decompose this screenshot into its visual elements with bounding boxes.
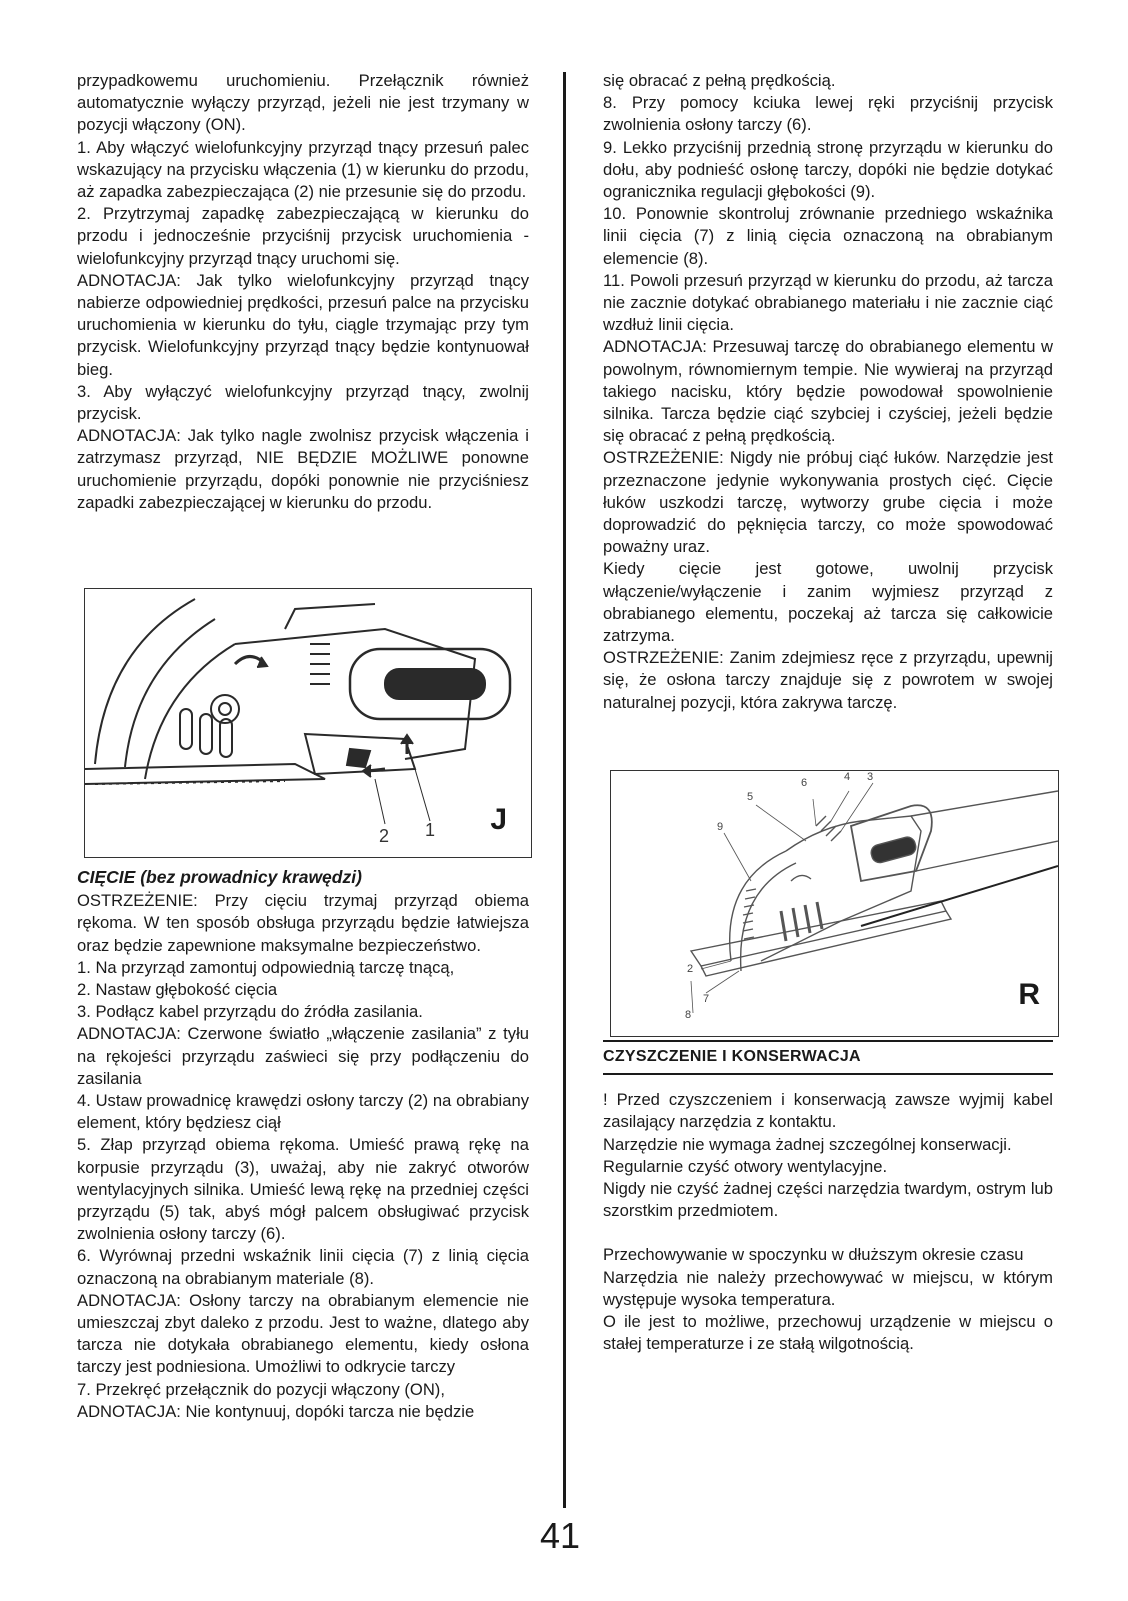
paragraph: 3. Podłącz kabel przyrządu do źródła zasilania. [77,1002,423,1022]
callout-8: 8 [685,1009,692,1021]
section-title-cleaning: CZYSZCZENIE I KONSERWACJA [603,1040,1053,1075]
callout-2: 2 [687,963,694,975]
callout-2: 2 [379,826,390,846]
figure-j-saw-switch [84,588,532,858]
paragraph: 2. Nastaw głębokość cięcia [77,980,278,1000]
saw-cutting-illustration [611,771,1058,1036]
paragraph: ADNOTACJA: Osłony tarczy na obrabianym elemencie nie umieszczaj zbyt daleko z przodu. Jest to ważne, dlatego aby tarcza nie dotykała obrabianego elementu, kiedy osłona tarczy jest podniesiona. Umożliwi to odkrycie tarczy [77,1290,529,1377]
paragraph: OSTRZEŻENIE: Zanim zdejmiesz ręce z przyrządu, upewnij się, że osłona tarczy znajduje się z powrotem w swojej naturalnej pozycji, która zakrywa tarczę. [603,648,1053,712]
right-column-lower [603,1040,1053,1355]
paragraph: 6. Wyrównaj przedni wskaźnik linii cięcia (7) z linią cięcia oznaczoną na obrabianym materiale (8). [77,1246,529,1288]
paragraph: 9. Lekko przyciśnij przednią stronę przyrządu w kierunku do dołu, aby podnieść osłonę tarczy, dopóki nie będzie dotykać ogranicznika regulacji głębokości (9). [603,137,1053,202]
callout-4: 4 [844,771,851,783]
saw-switch-illustration [85,589,531,857]
callout-9: 9 [717,821,724,833]
paragraph: Narzędzie nie wymaga żadnej szczególnej konserwacji. [603,1134,1012,1154]
left-column [77,70,529,514]
paragraph: OSTRZEŻENIE: Przy cięciu trzymaj przyrząd obiema rękoma. W ten sposób obsługa przyrządu będzie łatwiejsza oraz będzie zapewnione maksymalne bezpieczeństwo. [77,891,529,955]
section-title-cutting: CIĘCIE (bez prowadnicy krawędzi) [77,867,362,887]
paragraph: ADNOTACJA: Jak tylko nagle zwolnisz przycisk włączenia i zatrzymasz przyrząd, NIE BĘDZIE MOŻLIWE ponowne uruchomienie przyrządu, dopóki ponownie nie przyciśniesz zapadki zabezpieczającej w kierunku do przodu. [77,426,529,512]
paragraph: Kiedy cięcie jest gotowe, uwolnij przycisk włączenie/wyłączenie i zanim wyjmiesz przyrząd z obrabianego elementu, poczekaj aż tarcza się całkowicie zatrzyma. [603,559,1053,646]
paragraph: OSTRZEŻENIE: Nigdy nie próbuj ciąć łuków. Narzędzie jest przeznaczone jedynie wykonywania prostych cięć. Cięcie łuków uszkodzi tarczę, wytworzy grube cięcia i może doprowadzić do pęknięcia tarczy, co może spowodować poważny uraz. [603,448,1053,557]
paragraph: przypadkowemu uruchomieniu. Przełącznik również automatycznie wyłączy przyrząd, jeżeli nie jest trzymany w pozycji włączony (ON). [77,71,529,135]
paragraph: 10. Ponownie skontroluj zrównanie przedniego wskaźnika linii cięcia (7) z linią cięcia oznaczoną na obrabianym elemencie (8). [603,204,1053,268]
paragraph: 1. Aby włączyć wielofunkcyjny przyrząd tnący przesuń palec wskazujący na przycisku włączenia (1) w kierunku do przodu, aż zapadka zabezpieczająca (2) nie przesunie się do przodu. [77,137,529,202]
figure-label-r: R [1018,978,1040,1011]
paragraph: ADNOTACJA: Czerwone światło „włączenie zasilania” z tyłu na rękojeści przyrządu zaświeci się przy podłączeniu do zasilania [77,1024,529,1088]
callout-1: 1 [425,820,436,840]
paragraph: Regularnie czyść otwory wentylacyjne. [603,1156,888,1176]
page-number: 41 [540,1515,581,1556]
paragraph: 7. Przekręć przełącznik do pozycji włączony (ON), [77,1379,445,1399]
callout-3: 3 [867,771,874,783]
figure-label-j: J [490,803,507,836]
callout-5: 5 [747,791,754,803]
paragraph: ADNOTACJA: Nie kontynuuj, dopóki tarcza nie będzie [77,1401,475,1421]
paragraph: 4. Ustaw prowadnicę krawędzi osłony tarczy (2) na obrabiany element, który będziesz ciął [77,1091,529,1133]
right-column [603,70,1053,714]
paragraph: ADNOTACJA: Przesuwaj tarczę do obrabianego elementu w powolnym, równomiernym tempie. Nie wywieraj na przyrząd takiego nacisku, który będzie powodował spowolnienie silnika. Tarcza będzie ciąć szybciej i czyściej, jeżeli będzie się obracać z pełną prędkością. [603,337,1053,446]
paragraph: Nigdy nie czyść żadnej części narzędzia twardym, ostrym lub szorstkim przedmiotem. [603,1179,1053,1221]
paragraph: 1. Na przyrząd zamontuj odpowiednią tarczę tnącą, [77,957,455,977]
left-column-lower [77,866,529,1423]
paragraph: ADNOTACJA: Jak tylko wielofunkcyjny przyrząd tnący nabierze odpowiedniej prędkości, przesuń palce na przycisku uruchomienia w kierunku do tyłu, ciągle trzymając przy tym przycisk. Wielofunkcyjny przyrząd tnący będzie kontynuował bieg. [77,270,529,379]
paragraph: Przechowywanie w spoczynku w dłuższym okresie czasu [603,1245,1024,1265]
paragraph: ! Przed czyszczeniem i konserwacją zawsze wyjmij kabel zasilający narzędzia z kontaktu. [603,1090,1053,1132]
paragraph: 11. Powoli przesuń przyrząd w kierunku do przodu, aż tarcza nie zacznie dotykać obrabianego materiału i nie zacznie ciąć wzdłuż linii cięcia. [603,270,1053,335]
figure-r-saw-cutting [610,770,1059,1037]
paragraph: 3. Aby wyłączyć wielofunkcyjny przyrząd tnący, zwolnij przycisk. [77,381,529,424]
paragraph: 2. Przytrzymaj zapadkę zabezpieczającą w kierunku do przodu i jednocześnie przyciśnij przycisk uruchomienia - wielofunkcyjny przyrząd tnący uruchomi się. [77,204,529,268]
paragraph: 5. Złap przyrząd obiema rękoma. Umieść prawą rękę na korpusie przyrządu (3), uważaj, aby nie zakryć otworów wentylacyjnych silnika. Umieść lewą rękę na przedniej części przyrządu (5) tak, abyś mógł palcem obsługiwać przycisk zwolnienia osłony tarczy (6). [77,1135,529,1244]
paragraph: Narzędzia nie należy przechowywać w miejscu, w którym występuje wysoka temperatura. [603,1267,1053,1309]
paragraph: 8. Przy pomocy kciuka lewej ręki przyciśnij przycisk zwolnienia osłony tarczy (6). [603,93,1053,135]
column-divider [563,72,566,1508]
paragraph: się obracać z pełną prędkością. [603,71,836,90]
callout-7: 7 [703,993,710,1005]
callout-6: 6 [801,777,808,789]
paragraph: O ile jest to możliwe, przechowuj urządzenie w miejscu o stałej temperaturze i ze stałą wilgotnością. [603,1312,1053,1354]
